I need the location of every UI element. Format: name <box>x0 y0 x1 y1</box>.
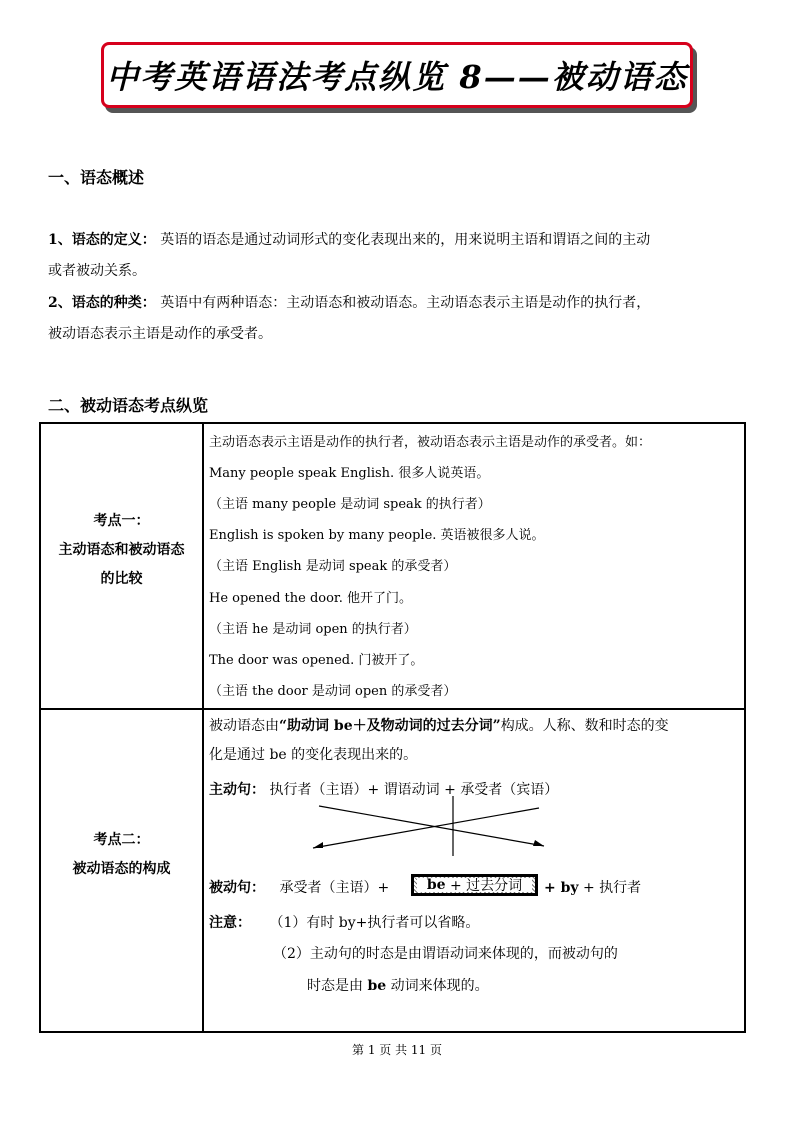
passive-tail <box>544 874 744 903</box>
points-table <box>39 422 746 1033</box>
be-participle-highlight-box <box>411 874 538 896</box>
box-participle: + 过去分词 <box>449 878 523 894</box>
page-title: 中考英语语法考点纵览 8——被动语态 <box>106 58 688 96</box>
point1-label-line1: 考点一： <box>93 513 150 529</box>
passive-text-a: 承受者（主语）+ <box>279 880 390 896</box>
passive-label: 被动句： <box>209 880 265 896</box>
table-divider-horizontal <box>41 708 744 710</box>
definition-label: 1、语态的定义： <box>48 232 156 248</box>
note-label: 注意： <box>209 915 251 931</box>
point1-line: （主语 he 是动词 open 的执行者） <box>209 622 417 637</box>
point2-intro-2: 化是通过 be 的变化表现出来的。 <box>209 747 418 763</box>
arrow-cross-diagram <box>301 796 551 856</box>
passive-by: + by <box>544 880 579 896</box>
point2-intro <box>209 712 743 770</box>
arrow-head-down <box>533 840 544 846</box>
point1-label <box>41 507 202 594</box>
box-be: be <box>426 877 446 893</box>
point2-label-line2: 被动语态的构成 <box>72 861 171 877</box>
point1-line: （主语 the door 是动词 open 的承受者） <box>209 684 457 699</box>
kinds-paragraph <box>48 288 748 350</box>
note-3-bold: be <box>367 978 387 994</box>
point2-intro-bold: “助动词 be＋及物动词的过去分词” <box>279 718 501 734</box>
point2-intro-a: 被动语态由 <box>209 718 279 734</box>
note-line-1 <box>209 909 743 938</box>
point2-label <box>41 826 202 884</box>
kinds-text-1: 英语中有两种语态：主动语态和被动语态。主动语态表示主语是动作的执行者， <box>155 295 651 311</box>
table-divider-vertical <box>202 424 204 1031</box>
point1-label-line3: 的比较 <box>100 571 143 587</box>
passive-text-b: + 执行者 <box>582 880 642 896</box>
active-text: 执行者（主语）+ 谓语动词 + 承受者（宾语） <box>269 782 559 798</box>
section2-heading: 二、被动语态考点纵览 <box>48 396 209 415</box>
definition-paragraph <box>48 225 748 287</box>
point2-label-line1: 考点二： <box>93 832 150 848</box>
note-1: （1）有时 by+执行者可以省略。 <box>269 915 480 931</box>
note-3-a: 时态是由 <box>307 978 363 994</box>
active-label: 主动句： <box>209 782 265 798</box>
be-participle-box-inner <box>417 878 532 892</box>
note-3-b: 动词来体现的。 <box>390 978 489 994</box>
point1-line: 主动语态表示主语是动作的执行者，被动语态表示主语是动作的承受者。如： <box>209 435 652 450</box>
point1-line: （主语 English 是动词 speak 的承受者） <box>209 559 457 574</box>
note-line-2: （2）主动句的时态是由谓语动词来体现的，而被动句的 <box>273 946 618 962</box>
arrow-line-down <box>319 806 544 846</box>
point1-line: （主语 many people 是动词 speak 的执行者） <box>209 497 491 512</box>
section1-heading: 一、语态概述 <box>48 168 145 187</box>
kinds-label: 2、语态的种类： <box>48 295 156 311</box>
definition-text-1: 英语的语态是通过动词形式的变化表现出来的，用来说明主语和谓语之间的主动 <box>155 232 651 248</box>
definition-text-2: 或者被动关系。 <box>48 263 146 279</box>
point1-line: The door was opened. 门被开了。 <box>209 653 424 668</box>
kinds-text-2: 被动语态表示主语是动作的承受者。 <box>48 326 272 342</box>
point2-intro-b: 构成。人称、数和时态的变 <box>500 718 669 734</box>
point1-line: He opened the door. 他开了门。 <box>209 591 412 606</box>
point1-line: Many people speak English. 很多人说英语。 <box>209 466 490 481</box>
point1-label-line2: 主动语态和被动语态 <box>58 542 185 558</box>
point1-line: English is spoken by many people. 英语被很多人说。 <box>209 528 545 543</box>
page-footer: 第 1 页 共 11 页 <box>352 1043 442 1057</box>
arrow-line-up <box>313 808 539 848</box>
note-line-3 <box>307 972 743 1001</box>
arrow-head-up <box>313 842 323 848</box>
title-banner <box>101 42 693 108</box>
